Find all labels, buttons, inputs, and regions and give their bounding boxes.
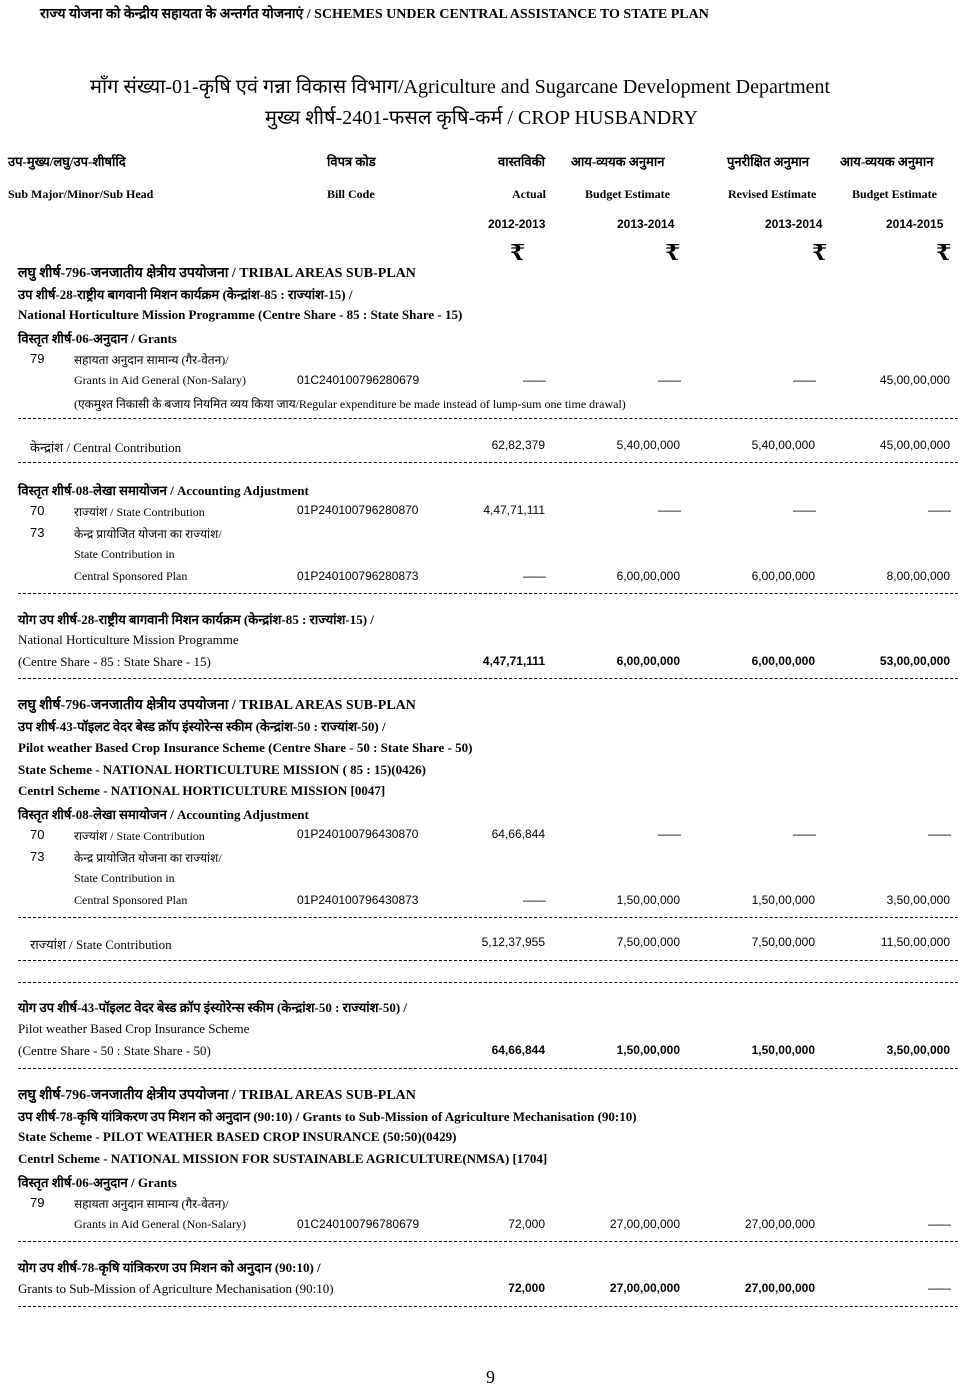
- value-be: 6,00,00,000: [616, 569, 680, 583]
- sub-head-en: National Horticulture Mission Programme (Centre Share - 85 : State Share - 15): [18, 307, 463, 322]
- total-be: 1,50,00,000: [616, 1043, 680, 1057]
- bill-code: 01C240100796780679: [297, 1217, 420, 1231]
- page-number: 9: [486, 1367, 495, 1387]
- page-header: राज्य योजना को केन्द्रीय सहायता के अन्तर्गत योजनाएं / SCHEMES UNDER CENTRAL ASSISTANCE TO STATE PLAN: [40, 7, 709, 22]
- divider: [18, 462, 958, 463]
- divider: [18, 917, 958, 918]
- rupee-symbol: ₹: [510, 240, 526, 265]
- col-re-yr: 2013-2014: [765, 217, 823, 231]
- value-be2: 45,00,00,000: [879, 373, 950, 387]
- total-re: 27,00,00,000: [744, 1281, 815, 1295]
- value-actual: 72,000: [508, 1217, 545, 1231]
- value-re: 6,00,00,000: [751, 569, 815, 583]
- value-actual: 4,47,71,111: [483, 503, 545, 517]
- state-scheme: State Scheme - PILOT WEATHER BASED CROP INSURANCE (50:50)(0429): [18, 1129, 457, 1144]
- value-actual: 5,12,37,955: [481, 935, 545, 949]
- value-re: 5,40,00,000: [751, 438, 815, 452]
- divider: [18, 678, 958, 679]
- col-actual-en: Actual: [512, 187, 546, 201]
- col-be2-hi: आय-व्ययक अनुमान: [840, 154, 934, 169]
- total-head-en: (Centre Share - 50 : State Share - 50): [18, 1043, 211, 1058]
- divider: [18, 593, 958, 594]
- total-actual: 64,66,844: [491, 1043, 545, 1057]
- total-be2: 3,50,00,000: [886, 1043, 950, 1057]
- total-head-hi: योग उप शीर्ष-43-पॉइलट वेदर बेस्ड क्रॉप इंस्योरेन्स स्कीम (केन्द्रांश-50 : राज्यांश-50) /: [18, 1000, 408, 1015]
- nil-value: ——: [928, 503, 950, 517]
- state-contribution-label: राज्यांश / State Contribution: [30, 937, 172, 952]
- total-re: 1,50,00,000: [751, 1043, 815, 1057]
- detail-head: विस्तृत शीर्ष-08-लेखा समायोजन / Accounting Adjustment: [18, 483, 309, 498]
- nil-value: ——: [793, 827, 815, 841]
- minor-head: लघु शीर्ष-796-जनजातीय क्षेत्रीय उपयोजना / TRIBAL AREAS SUB-PLAN: [18, 266, 416, 281]
- col-bill-en: Bill Code: [327, 187, 375, 201]
- object-label-hi: सहायता अनुदान सामान्य (गैर-वेतन)/: [74, 353, 229, 367]
- value-re: 1,50,00,000: [751, 893, 815, 907]
- bill-code: 01P240100796430870: [297, 827, 419, 841]
- minor-head: लघु शीर्ष-796-जनजातीय क्षेत्रीय उपयोजना / TRIBAL AREAS SUB-PLAN: [18, 698, 416, 713]
- sub-head: उप शीर्ष-78-कृषि यांत्रिकरण उप मिशन को अनुदान (90:10) / Grants to Sub-Mission of Agriculture Mechanisation (90:10): [18, 1109, 637, 1124]
- col-be-yr: 2013-2014: [617, 217, 675, 231]
- nil-value: ——: [928, 1281, 950, 1295]
- col-re-hi: पुनरीक्षित अनुमान: [727, 154, 810, 169]
- bill-code: 01P240100796430873: [297, 893, 419, 907]
- divider: [18, 982, 958, 983]
- object-label-en: Central Sponsored Plan: [74, 893, 188, 907]
- central-scheme: Centrl Scheme - NATIONAL HORTICULTURE MISSION [0047]: [18, 783, 386, 798]
- object-label-hi: केन्द्र प्रायोजित योजना का राज्यांश/: [74, 527, 222, 541]
- nil-value: ——: [928, 827, 950, 841]
- central-contribution-label: केन्द्रांश / Central Contribution: [30, 440, 182, 455]
- object-label: राज्यांश / State Contribution: [74, 505, 205, 519]
- nil-value: ——: [658, 373, 680, 387]
- col-be-hi: आय-व्ययक अनुमान: [571, 154, 665, 169]
- divider: [18, 1068, 958, 1069]
- object-number: 79: [30, 351, 45, 366]
- col-be2-en: Budget Estimate: [852, 187, 937, 201]
- value-actual: 64,66,844: [491, 827, 545, 841]
- total-head-hi: योग उप शीर्ष-78-कृषि यांत्रिकरण उप मिशन को अनुदान (90:10) /: [18, 1260, 321, 1275]
- nil-value: ——: [928, 1217, 950, 1231]
- col-head-hi: उप-मुख्य/लघु/उप-शीर्षादि: [8, 154, 126, 169]
- note: (एकमुश्त निकासी के बजाय नियमित व्यय किया जाय/Regular expenditure be made instead of lump-sum one time drawal): [74, 397, 626, 411]
- rupee-symbol: ₹: [936, 240, 952, 265]
- object-label-en: Central Sponsored Plan: [74, 569, 188, 583]
- detail-head: विस्तृत शीर्ष-06-अनुदान / Grants: [18, 331, 177, 346]
- value-actual: 62,82,379: [491, 438, 545, 452]
- col-actual-hi: वास्तविकी: [498, 154, 546, 169]
- value-be: 27,00,00,000: [609, 1217, 680, 1231]
- total-actual: 72,000: [508, 1281, 545, 1295]
- total-head-en: National Horticulture Mission Programme: [18, 632, 239, 647]
- bill-code: 01P240100796280870: [297, 503, 419, 517]
- value-be: 1,50,00,000: [616, 893, 680, 907]
- object-label-en: State Contribution in: [74, 547, 175, 561]
- value-be2: 3,50,00,000: [886, 893, 950, 907]
- col-re-en: Revised Estimate: [728, 187, 817, 201]
- divider: [18, 418, 958, 419]
- sub-head-hi: उप शीर्ष-43-पॉइलट वेदर बेस्ड क्रॉप इंस्योरेन्स स्कीम (केन्द्रांश-50 : राज्यांश-50) /: [18, 719, 386, 734]
- object-number: 73: [30, 525, 45, 540]
- col-actual-yr: 2012-2013: [488, 217, 546, 231]
- col-head-en: Sub Major/Minor/Sub Head: [8, 187, 154, 201]
- total-head-en: Pilot weather Based Crop Insurance Scheme: [18, 1021, 250, 1036]
- total-head-en: Grants to Sub-Mission of Agriculture Mechanisation (90:10): [18, 1281, 334, 1296]
- value-be2: 11,50,00,000: [880, 935, 950, 949]
- total-head-hi: योग उप शीर्ष-28-राष्ट्रीय बागवानी मिशन कार्यक्रम (केन्द्रांश-85 : राज्यांश-15) /: [18, 612, 374, 627]
- nil-value: ——: [658, 827, 680, 841]
- object-number: 79: [30, 1195, 45, 1210]
- value-be2: 45,00,00,000: [879, 438, 950, 452]
- object-label-en: Grants in Aid General (Non-Salary): [74, 1217, 246, 1231]
- object-label-hi: केन्द्र प्रायोजित योजना का राज्यांश/: [74, 851, 222, 865]
- object-label-en: State Contribution in: [74, 871, 175, 885]
- object-number: 70: [30, 503, 45, 518]
- nil-value: ——: [523, 893, 545, 907]
- col-be-en: Budget Estimate: [585, 187, 670, 201]
- total-be: 27,00,00,000: [609, 1281, 680, 1295]
- nil-value: ——: [793, 503, 815, 517]
- value-be: 7,50,00,000: [616, 935, 680, 949]
- bill-code: 01P240100796280873: [297, 569, 419, 583]
- state-scheme: State Scheme - NATIONAL HORTICULTURE MISSION ( 85 : 15)(0426): [18, 762, 426, 777]
- divider: [18, 1306, 958, 1307]
- divider: [18, 1241, 958, 1242]
- major-head-title: मुख्य शीर्ष-2401-फसल कृषि-कर्म / CROP HUSBANDRY: [265, 107, 698, 129]
- nil-value: ——: [658, 503, 680, 517]
- total-head-en: (Centre Share - 85 : State Share - 15): [18, 654, 211, 669]
- object-label-en: Grants in Aid General (Non-Salary): [74, 373, 246, 387]
- object-number: 70: [30, 827, 45, 842]
- rupee-symbol: ₹: [665, 240, 681, 265]
- rupee-symbol: ₹: [812, 240, 828, 265]
- value-re: 27,00,00,000: [744, 1217, 815, 1231]
- col-bill-hi: विपत्र कोड: [327, 154, 376, 169]
- value-be2: 8,00,00,000: [886, 569, 950, 583]
- value-be: 5,40,00,000: [616, 438, 680, 452]
- central-scheme: Centrl Scheme - NATIONAL MISSION FOR SUSTAINABLE AGRICULTURE(NMSA) [1704]: [18, 1151, 548, 1166]
- sub-head-en: Pilot weather Based Crop Insurance Scheme (Centre Share - 50 : State Share - 50): [18, 740, 473, 755]
- demand-title: माँग संख्या-01-कृषि एवं गन्ना विकास विभाग/Agriculture and Sugarcane Development Department: [90, 76, 831, 98]
- divider: [18, 960, 958, 961]
- object-label-hi: सहायता अनुदान सामान्य (गैर-वेतन)/: [74, 1197, 229, 1211]
- total-be2: 53,00,00,000: [879, 654, 950, 668]
- col-be2-yr: 2014-2015: [886, 217, 944, 231]
- value-re: 7,50,00,000: [751, 935, 815, 949]
- object-number: 73: [30, 849, 45, 864]
- bill-code: 01C240100796280679: [297, 373, 420, 387]
- total-be: 6,00,00,000: [616, 654, 680, 668]
- total-re: 6,00,00,000: [751, 654, 815, 668]
- nil-value: ——: [523, 569, 545, 583]
- sub-head-hi: उप शीर्ष-28-राष्ट्रीय बागवानी मिशन कार्यक्रम (केन्द्रांश-85 : राज्यांश-15) /: [18, 287, 353, 302]
- object-label: राज्यांश / State Contribution: [74, 829, 205, 843]
- minor-head: लघु शीर्ष-796-जनजातीय क्षेत्रीय उपयोजना / TRIBAL AREAS SUB-PLAN: [18, 1088, 416, 1103]
- detail-head: विस्तृत शीर्ष-06-अनुदान / Grants: [18, 1175, 177, 1190]
- nil-value: ——: [793, 373, 815, 387]
- total-actual: 4,47,71,111: [482, 654, 545, 668]
- nil-value: ——: [523, 373, 545, 387]
- detail-head: विस्तृत शीर्ष-08-लेखा समायोजन / Accounting Adjustment: [18, 807, 309, 822]
